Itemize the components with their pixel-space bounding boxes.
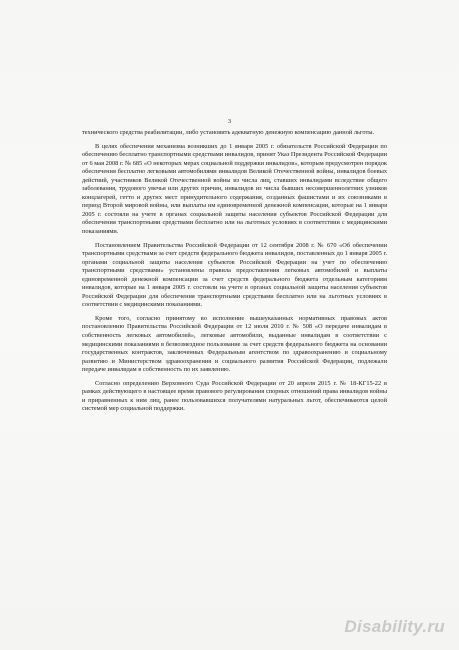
document-body — [82, 129, 387, 419]
paragraph-supreme-court: Согласно определению Верховного Суда Российской Федерации от 20 апреля 2015 г. № 18-КГ15-22 в рамках действующего в настоящее время правового регулирования спорных отношений права инвалидов войны и приравненных к ним лиц, ранее пользовавшихся получателями натуральных льгот, обеспечиваются целой системой мер социальной поддержки. — [82, 379, 387, 413]
page-number: 3 — [227, 118, 232, 125]
site-watermark: Disability.ru — [344, 617, 445, 636]
paragraph-resolution-670: Постановлением Правительства Российской Федерации от 12 сентября 2008 г. № 670 «Об обеспечении транспортными средствами за счет средств федерального бюджета инвалидов, поставленных до 1 января 2005 г. органами социальной защиты населения субъектов Российской Федерации на учет по обеспечению транспортными средствами» установлены правила предоставления легковых автомобилей и выплаты единовременной денежной компенсации за счет средств федерального бюджета отдельным категориям инвалидов, которые на 1 января 2005 г. состояли на учете в органах социальной защиты населения субъектов Российской Федерации для обеспечения транспортными средствами бесплатно или на льготных условиях в соответствии с медицинскими показаниями. — [82, 241, 387, 309]
paragraph-resolution-508: Кроме того, согласно принятому во исполнение вышеуказанных нормативных правовых актов постановлению Правительства Российской Федерации от 12 июля 2010 г. № 508 «О передаче инвалидам в собственность легковых автомобилей», легковые автомобили, выданные инвалидам в соответствии с медицинскими показаниями в безвозмездное пользование за счет средств федерального бюджета на основании государственных контрактов, заключенных Федеральным агентством по здравоохранению и социальному развитию и Министерством здравоохранения и социального развития Российской Федерации, подлежали передаче инвалидам в собственность по их заявлению. — [82, 314, 387, 374]
paragraph-decree-685: В целях обеспечения механизма возникших до 1 января 2005 г. обязательств Российской Федерации по обеспечению бесплатно транспортными средствами инвалидов, принят Указ Президента Российской Федерации от 6 мая 2008 г. № 685 «О некоторых мерах социальной поддержки инвалидов», которым предусмотрен порядок обеспечения бесплатно легковыми автомобилями инвалидов Великой Отечественной войны, инвалидов боевых действий, участников Великой Отечественной войны из числа лиц, ставших инвалидами вследствие общего заболевания, трудового увечья или других причин, инвалидов из числа бывших несовершеннолетних узников концлагерей, гетто и других мест принудительного содержания, созданных фашистами и их союзниками в период Второй мировой войны, или выплаты им единовременной денежной компенсации, которые на 1 января 2005 г. состояли на учете в органах социальной защиты населения субъектов Российской Федерации для обеспечения транспортными средствами бесплатно или на льготных условиях в соответствии с медицинскими показаниями. — [82, 142, 387, 236]
paragraph-continuation: технического средства реабилитации, либо установить адекватную денежную компенсацию данной льготы. — [82, 129, 375, 136]
